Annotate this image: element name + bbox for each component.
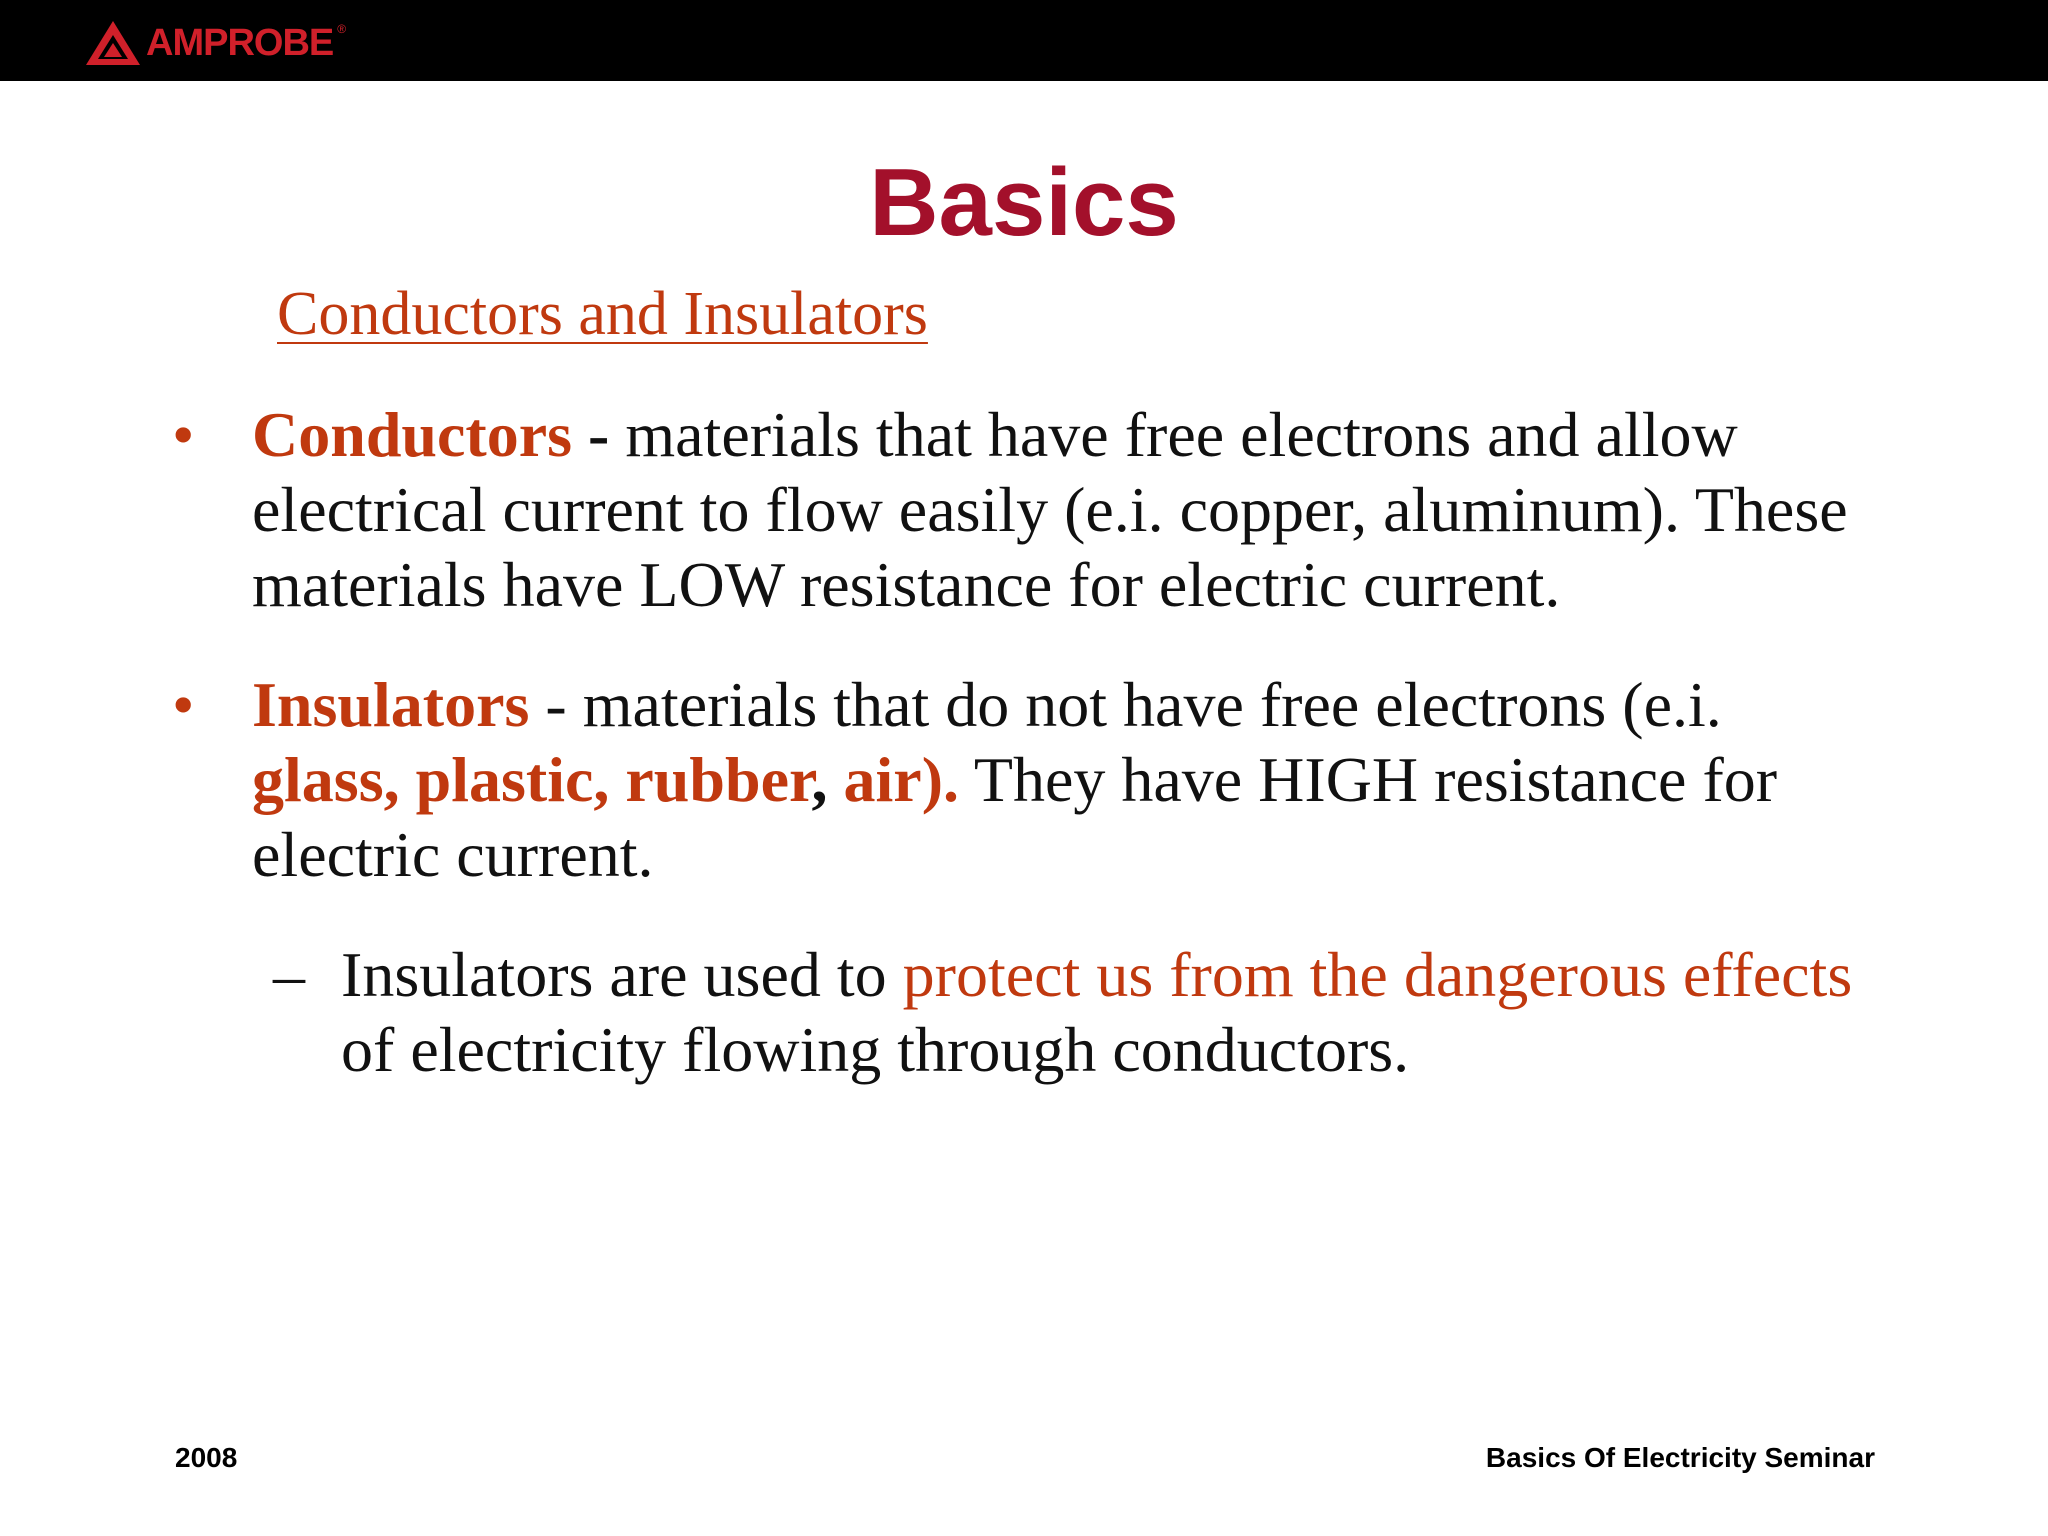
bullet-insulators xyxy=(172,667,1872,892)
insulators-resistance: They have HIGH resistance for electric current. xyxy=(252,744,1778,890)
insulator-examples: glass, plastic, rubber xyxy=(252,744,812,815)
slide-subtitle: Conductors and Insulators xyxy=(277,280,928,348)
footer-seminar-title: Basics Of Electricity Seminar xyxy=(1485,1442,1875,1473)
sub-bullet-text-after: of electricity flowing through conductors. xyxy=(341,1014,1410,1085)
insulator-example-air: air). xyxy=(843,744,959,815)
insulators-definition: materials that do not have free electrons (e.i. xyxy=(582,669,1722,740)
sub-bullet-text-before: Insulators are used to xyxy=(341,939,903,1010)
term-separator: - xyxy=(529,669,583,740)
slide-title: Basics xyxy=(869,149,1179,256)
sub-bullet-marker: – xyxy=(273,939,305,1010)
term-separator: - xyxy=(572,399,626,470)
sub-bullet-insulators-use xyxy=(273,937,1901,1087)
sub-bullet-highlight: protect us from the dangerous effects xyxy=(902,939,1853,1010)
logo-triangle-icon xyxy=(84,19,142,67)
footer-year: 2008 xyxy=(175,1442,238,1473)
logo-text: AMPROBE xyxy=(146,22,334,64)
conductors-definition: materials that have free electrons and allow electrical current to flow easily (e.i. copper, aluminum). These materials have LOW resistance for electric current. xyxy=(252,399,1848,620)
examples-comma: , xyxy=(811,744,844,815)
amprobe-logo xyxy=(84,16,346,70)
bullet-conductors xyxy=(172,397,1872,622)
bullet-marker: • xyxy=(172,399,195,470)
term-conductors: Conductors xyxy=(252,399,573,470)
top-bar xyxy=(0,0,2048,81)
logo-registered-mark: ® xyxy=(337,22,347,36)
term-insulators: Insulators xyxy=(252,669,530,740)
bullet-marker: • xyxy=(172,669,195,740)
